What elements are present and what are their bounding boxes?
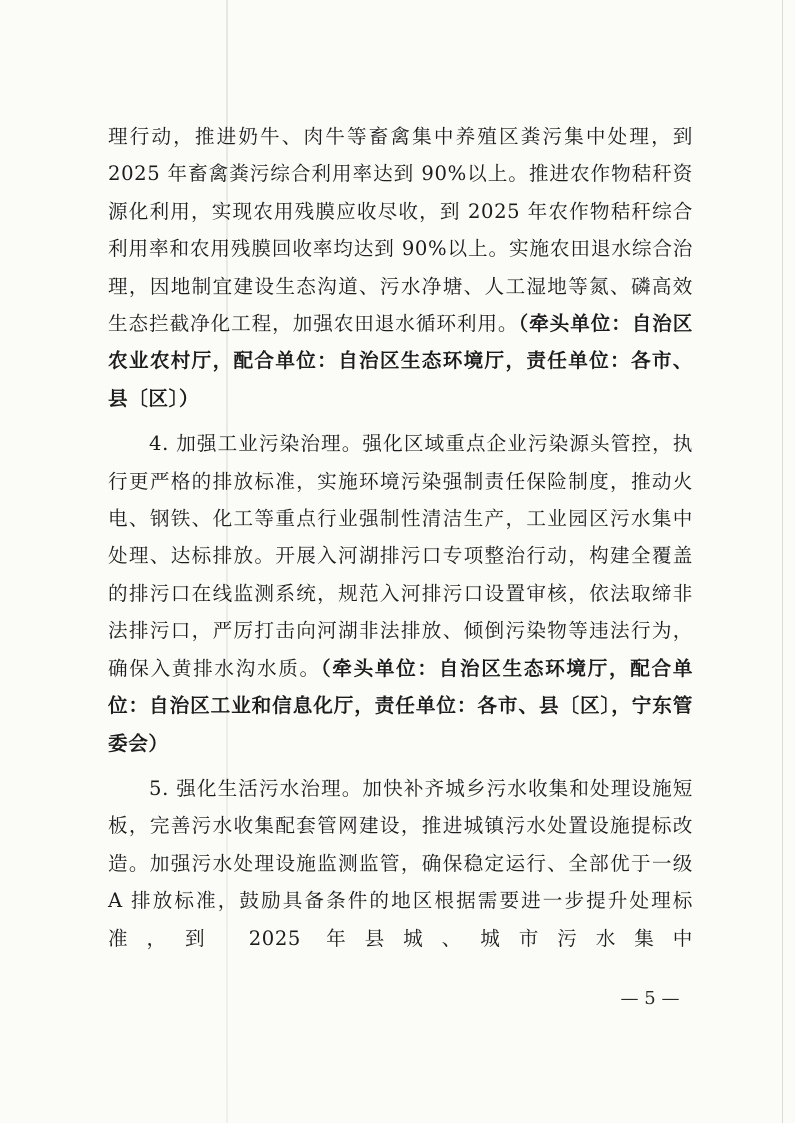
document-body bbox=[108, 118, 693, 957]
responsibility-note: （牵头单位：自治区农业农村厅，配合单位：自治区生态环境厅，责任单位：各市、县〔区〕） bbox=[108, 312, 694, 410]
paragraph-livestock-agriculture bbox=[108, 118, 693, 417]
responsibility-note: （牵头单位：自治区生态环境厅，配合单位：自治区工业和信息化厅，责任单位：各市、县〔区〕，宁东管委会） bbox=[108, 656, 694, 755]
paragraph-text: 4. 加强工业污染治理。强化区域重点企业污染源头管控，执行更严格的排放标准，实施环境污染强制责任保险制度，推动火电、钢铁、化工等重点行业强制性清洁生产，工业园区污水集中处理、达标排放。开展入河湖排污口专项整治行动，构建全覆盖的排污口在线监测系统，规范入河排污口设置审核，依法取缔非法排污口，严厉打击向河湖非法排放、倾倒污染物等违法行为，确保入黄排水沟水质。 bbox=[108, 432, 693, 680]
paragraph-industrial-pollution bbox=[108, 425, 693, 762]
paragraph-domestic-sewage bbox=[108, 770, 693, 957]
paragraph-text: 5. 强化生活污水治理。加快补齐城乡污水收集和处理设施短板，完善污水收集配套管网建设，推进城镇污水处置设施提标改造。加强污水处理设施监测监管，确保稳定运行、全部优于一级 A 排放标准，鼓励具备条件的地区根据需要进一步提升处理标准，到 2025 年县城、城市污水集中 bbox=[108, 776, 693, 950]
scan-edge-line bbox=[782, 0, 783, 1123]
paragraph-text: 理行动，推进奶牛、肉牛等畜禽集中养殖区粪污集中处理，到 2025 年畜禽粪污综合利用率达到 90%以上。推进农作物秸秆资源化利用，实现农用残膜应收尽收，到 2025 年农作物秸秆综合利用率和农用残膜回收率均达到 90%以上。实施农田退水综合治理，因地制宜建设生态沟道、污水净塘、人工湿地等氮、磷高效生态拦截净化工程，加强农田退水循环利用。 bbox=[108, 125, 693, 336]
page-number: — 5 — bbox=[620, 988, 680, 1009]
